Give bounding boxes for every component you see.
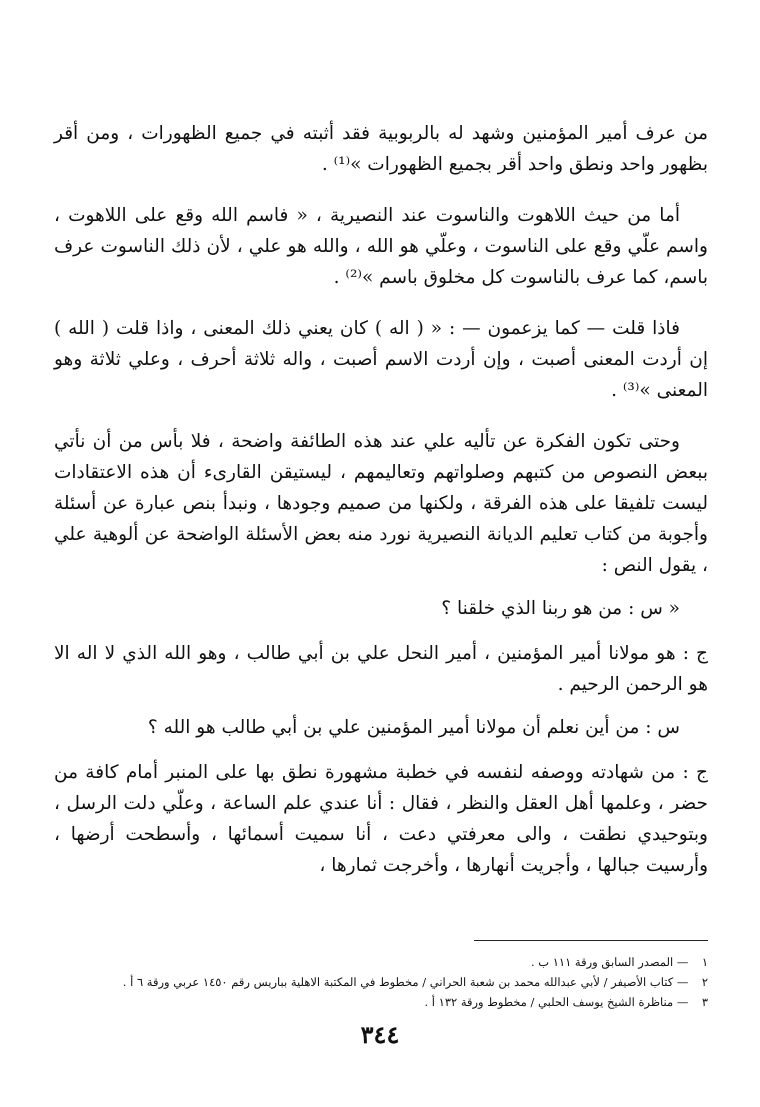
footnote-3 [54, 992, 708, 1012]
footnote-number: ٣ [701, 995, 708, 1009]
question-1: « س : من هو ربنا الذي خلقنا ؟ [441, 598, 680, 619]
question-2: س : من أين نعلم أن مولانا أمير المؤمنين علي بن أبي طالب هو الله ؟ [147, 717, 680, 738]
footnote-text: — مناظرة الشيخ يوسف الحلبي / مخطوط ورقة ١٣٢ أ . [424, 995, 689, 1009]
paragraph-3: فاذا قلت — كما يزعمون — : « ( اله ) كان يعني ذلك المعنى ، واذا قلت ( الله ) إن أردت المعنى أصبت ، وإن أردت الاسم أصبت ، واله ثلاثة أحرف ، وعلي ثلاثة وهو المعنى »⁽³⁾ . [54, 318, 708, 401]
footnote-2 [54, 972, 708, 992]
paragraph-1: من عرف أمير المؤمنين وشهد له بالربوبية فقد أثبته في جميع الظهورات ، ومن أقر بظهور واحد ونطق واحد أقر بجميع الظهورات »⁽¹⁾ . [54, 123, 708, 175]
paragraph-2: أما من حيث اللاهوت والناسوت عند النصيرية ، « فاسم الله وقع على اللاهوت ، واسم علّي وقع على الناسوت ، وعلّي هو الله ، والله هو علي ، لأن ذلك الناسوت عرف باسم، كما عرف بالناسوت كل مخلوق باسم »⁽²⁾ . [54, 205, 708, 288]
answer-1: ج : هو مولانا أمير المؤمنين ، أمير النحل علي بن أبي طالب ، وهو الله الذي لا اله الا هو الرحمن الرحيم . [54, 643, 708, 695]
footnote-divider [474, 940, 708, 941]
page-number: ٣٤٤ [360, 1020, 400, 1049]
answer-2: ج : من شهادته ووصفه لنفسه في خطبة مشهورة نطق بها على المنبر أمام كافة من حضر ، وعلمها أهل العقل والنظر ، فقال : أنا عندي علم الساعة ، وعلّي دلت الرسل ، وبتوحيدي نطقت ، والى معرفتي دعت ، أنا سميت أسمائها ، وأسطحت أرضها ، وأرسيت جبالها ، وأجريت أنهارها ، وأخرجت ثمارها ، [54, 762, 708, 876]
footnote-number: ١ [701, 955, 708, 969]
footnote-text: — المصدر السابق ورقة ١١١ ب . [530, 955, 689, 969]
body-text [54, 118, 708, 881]
paragraph-4: وحتى تكون الفكرة عن تأليه علي عند هذه الطائفة واضحة ، فلا بأس من أن نأتي ببعض النصوص من كتبهم وصلواتهم وتعاليمهم ، ليستيقن القارىء أن هذه الاعتقادات ليست تلفيقا على هذه الفرقة ، ولكنها من صميم وجودها ، ونبدأ بنص عبارة عن أسئلة وأجوبة من كتاب تعليم الديانة النصيرية نورد منه بعض الأسئلة الواضحة عن ألوهية علي ، يقول النص : [54, 431, 708, 576]
footnote-1 [54, 952, 708, 972]
footnote-text: — كتاب الأصيفر / لأبي عبدالله محمد بن شعبة الحراني / مخطوط في المكتبة الاهلية بباريس رقم ١٤٥٠ عربي ورقة ٦ أ . [122, 975, 689, 989]
footnotes [54, 952, 708, 1012]
footnote-number: ٢ [701, 975, 708, 989]
